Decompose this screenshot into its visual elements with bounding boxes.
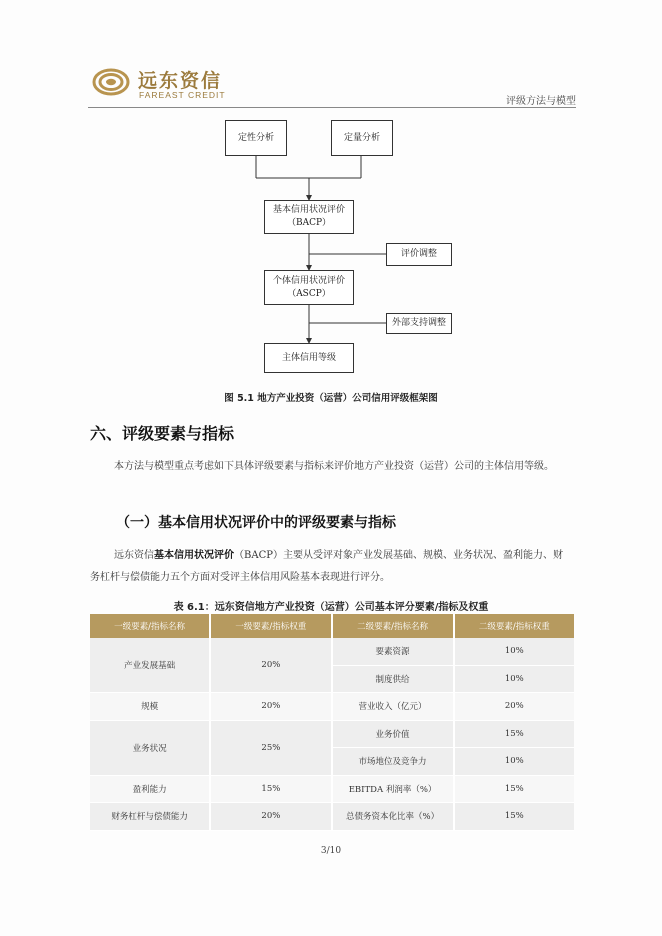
table-cell: 市场地位及竞争力 [333, 748, 455, 776]
table-row [90, 803, 574, 831]
flow-external-support-box [386, 313, 452, 334]
table-header: 一级要素/指标权重 [211, 614, 332, 638]
section-title: 六、评级要素与指标 [90, 424, 235, 443]
flow-issuer-rating-box [264, 343, 354, 373]
table-cell: 20% [211, 638, 332, 693]
table-cell: 20% [455, 693, 574, 721]
table-row [90, 693, 574, 721]
page-number: 3/10 [320, 846, 342, 856]
table-header: 二级要素/指标名称 [333, 614, 455, 638]
flow-ascp-abbr: （ASCP） [287, 288, 331, 299]
table-row [90, 638, 574, 666]
flow-bacp-abbr: （BACP） [286, 218, 332, 228]
table-cell: 25% [211, 721, 332, 776]
table-header: 二级要素/指标权重 [455, 614, 574, 638]
table-cell: 要素资源 [333, 638, 455, 666]
flow-rating-adjust-box [386, 243, 452, 266]
figure-caption: 图 5.1 地方产业投资（运营）公司信用评级框架图 [224, 393, 438, 404]
table-cell: 15% [211, 776, 332, 804]
table-cell: EBITDA 利润率（%） [333, 776, 455, 804]
flow-bacp-label: 基本信用状况评价 [272, 205, 345, 216]
table-caption: 表 6.1：远东资信地方产业投资（运营）公司基本评分要素/指标及权重 [173, 602, 489, 613]
table-cell: 盈利能力 [90, 776, 211, 804]
bacp-para-prefix: 远东资信 [114, 550, 154, 561]
bacp-para-bold: 基本信用状况评价 [154, 550, 234, 561]
table-cell: 规模 [90, 693, 211, 721]
table-cell: 10% [455, 748, 574, 776]
flow-bacp-box [264, 200, 354, 234]
intro-paragraph: 本方法与模型重点考虑如下具体评级要素与指标来评价地方产业投资（运营）公司的主体信用等级。 [114, 461, 554, 472]
table-cell: 10% [455, 666, 574, 694]
table-cell: 15% [455, 803, 574, 831]
bacp-para-rest: （BACP）主要从受评对象产业发展基础、规模、业务状况、盈利能力、财务杠杆与偿债能力五个方面对受评主体信用风险基本表现进行评分。 [90, 550, 563, 583]
table-cell: 业务状况 [90, 721, 211, 776]
table-cell: 营业收入（亿元） [333, 693, 455, 721]
table-cell: 业务价值 [333, 721, 455, 749]
table-row [90, 776, 574, 804]
logo-chinese-name: 远东资信 [138, 70, 223, 92]
flow-qualitative-label: 定性分析 [237, 132, 274, 143]
table-cell: 20% [211, 803, 332, 831]
flow-issuer-rating-label: 主体信用等级 [281, 352, 336, 363]
flow-rating-adjust-label: 评价调整 [400, 249, 437, 260]
table-cell: 15% [455, 721, 574, 749]
table-header: 一级要素/指标名称 [90, 614, 211, 638]
table-cell: 财务杠杆与偿债能力 [90, 803, 211, 831]
table-cell: 产业发展基础 [90, 638, 211, 693]
logo-english-name: FAREAST CREDIT [139, 90, 226, 100]
flow-external-support-label: 外部支持调整 [391, 318, 446, 329]
flow-quantitative-box [331, 120, 393, 156]
weights-table [90, 614, 574, 831]
table-cell: 20% [211, 693, 332, 721]
bacp-paragraph [90, 545, 572, 589]
table-header-row [90, 614, 574, 638]
subsection-title: （一）基本信用状况评价中的评级要素与指标 [116, 515, 396, 531]
table-cell: 制度供给 [333, 666, 455, 694]
flow-quantitative-label: 定量分析 [343, 132, 380, 143]
flow-ascp-label: 个体信用状况评价 [272, 275, 345, 286]
table-cell: 总债务资本化比率（%） [333, 803, 455, 831]
table-row [90, 721, 574, 749]
table-cell: 10% [455, 638, 574, 666]
flow-qualitative-box [225, 120, 287, 156]
flow-ascp-box [264, 270, 354, 305]
header-doc-type: 评级方法与模型 [506, 96, 576, 107]
table-cell: 15% [455, 776, 574, 804]
